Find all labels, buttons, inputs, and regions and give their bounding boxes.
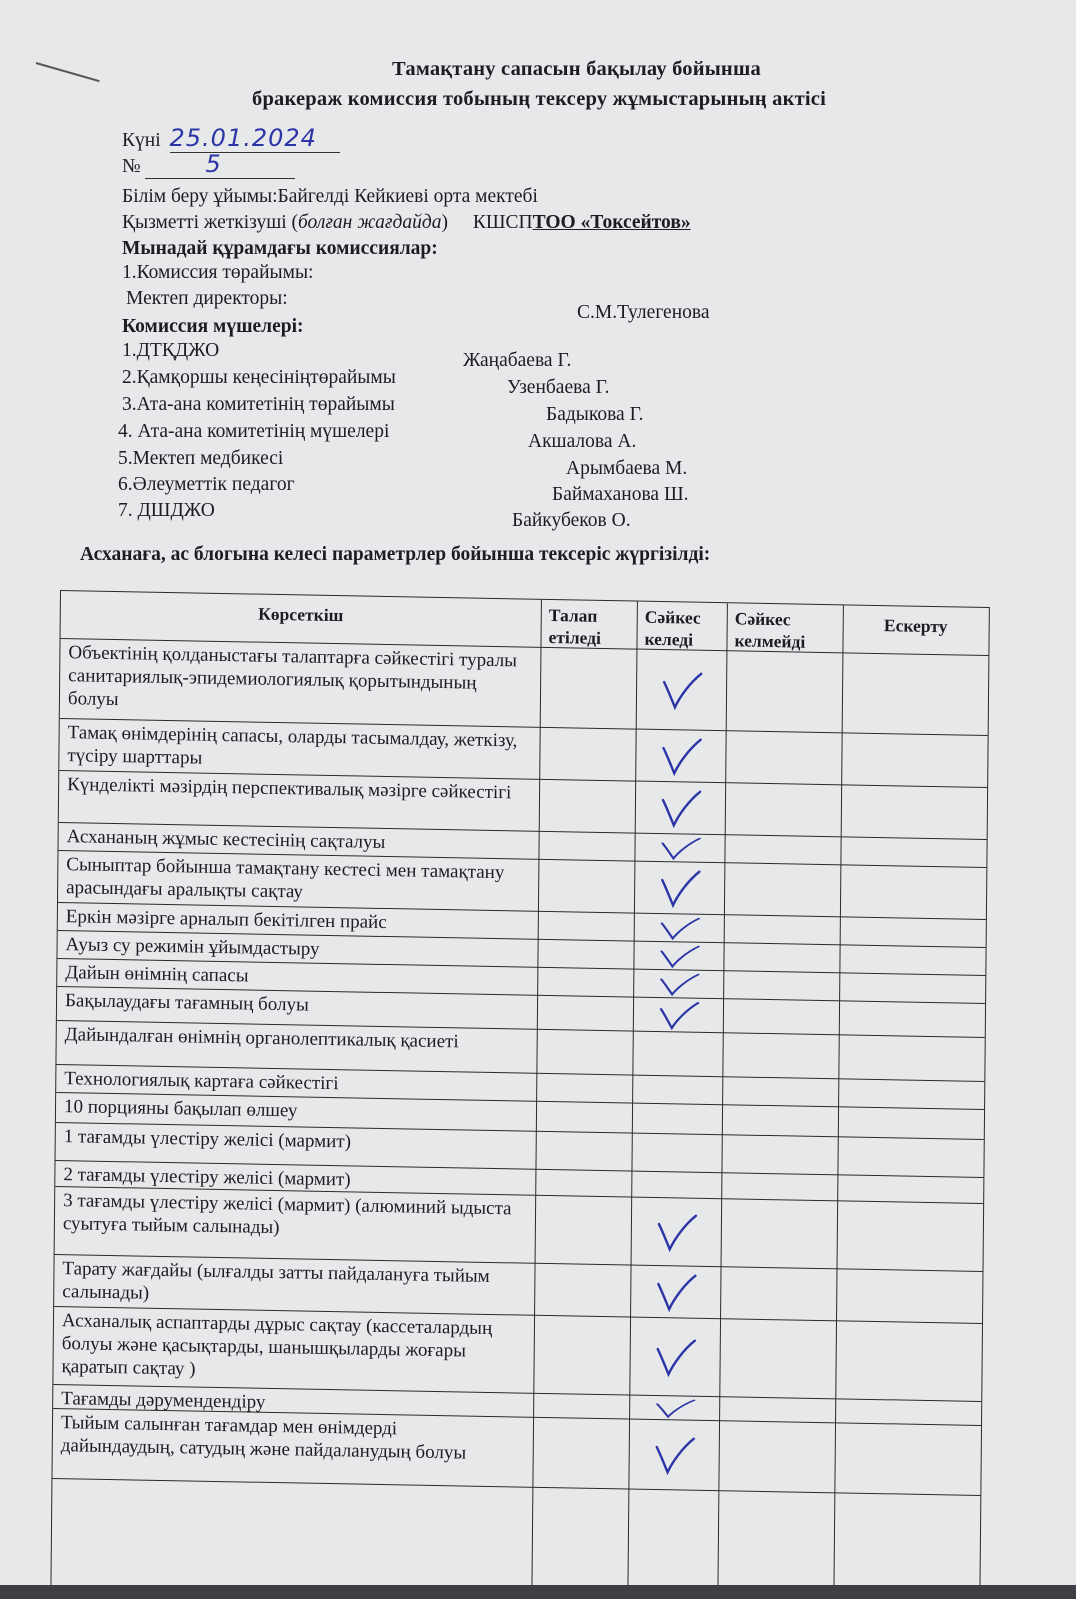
check-mark-icon	[658, 916, 702, 941]
number-value: 5	[205, 150, 222, 178]
supplier-note: болған жағдайда	[298, 212, 442, 233]
row-label: Тыйым салынған тағамдар мен өнімдерді дайындаудың, сатудың және пайдаланудың болуы	[60, 1412, 467, 1464]
number-label: №	[122, 156, 141, 177]
check-mark-icon	[659, 736, 703, 777]
check-mark-icon	[655, 1212, 699, 1253]
composition-heading: Мынадай құрамдағы комиссиялар:	[122, 238, 438, 259]
member-role: 2.Қамқоршы кеңесініңтөрайымы	[122, 367, 396, 388]
header-note: Ескерту	[883, 615, 948, 637]
header-indicator: Көрсеткіш	[258, 603, 344, 626]
member-name: Жаңабаева Г.	[463, 350, 572, 371]
supplier-name: ТОО «Токсейтов»	[532, 212, 691, 233]
member-name: Байкубеков О.	[512, 510, 631, 531]
check-mark-icon	[659, 788, 703, 829]
supplier-row	[122, 212, 691, 234]
pencil-stroke	[36, 62, 100, 82]
row-label: Еркін мәзірге арналып бекітілген прайс	[65, 906, 387, 934]
member-name: Бадыкова Г.	[546, 404, 644, 425]
row-label: 10 порцияны бақылап өлшеу	[63, 1096, 298, 1122]
row-label: Дайын өнімнің сапасы	[65, 962, 249, 987]
row-label: Технологиялық картаға сәйкестігі	[64, 1068, 339, 1095]
check-mark-icon	[653, 1337, 697, 1378]
organization-line: Білім беру ұйымы:Байгелді Кейкиеві орта мектебі	[122, 186, 538, 207]
row-label: Объектінің қолданыстағы талаптарға сәйкестігі туралы санитариялық-эпидемиологиялық қорытындының болуы	[67, 642, 518, 711]
row-label: Ауыз су режимін ұйымдастыру	[65, 934, 320, 960]
check-mark-icon	[658, 836, 702, 861]
supplier-close: )	[441, 212, 448, 233]
member-role: 4. Ата-ана комитетінің мүшелері	[118, 421, 390, 442]
header-required: Талап етіледі	[548, 604, 601, 648]
date-row	[122, 124, 340, 153]
row-label: 1 тағамды үлестіру желісі (мармит)	[63, 1126, 352, 1153]
member-role: 5.Мектеп медбикесі	[118, 448, 284, 469]
members-heading: Комиссия мүшелері:	[122, 316, 304, 337]
check-mark-icon	[657, 944, 701, 969]
title-line-2: бракераж комиссия тобының тексеру жұмыстарының актісі	[252, 88, 826, 110]
header-compliant: Сәйкес келеді	[644, 606, 701, 650]
background-strip	[0, 1585, 1076, 1599]
row-label: Бақылаудағы тағамның болуы	[64, 990, 309, 1016]
title-line-1: Тамақтану сапасын бақылау бойынша	[392, 58, 761, 80]
check-mark-icon	[653, 1435, 697, 1476]
member-name: Акшалова А.	[528, 431, 637, 452]
supplier-label: Қызметті жеткізуші (	[122, 212, 298, 233]
member-role: 3.Ата-ана комитетінің төрайымы	[122, 394, 395, 415]
row-label: Тағамды дәрумендендіру	[61, 1388, 266, 1413]
row-label: Күнделікті мәзірдің перспективалық мәзірге сәйкестігі	[67, 774, 512, 804]
check-mark-icon	[654, 1272, 698, 1313]
member-name: Баймаханова Ш.	[552, 484, 689, 505]
supplier-prefix: КШСП	[472, 212, 533, 233]
member-role: 7. ДШДЖО	[118, 500, 215, 521]
date-value: 25.01.2024	[169, 124, 317, 152]
member-name: Арымбаева М.	[566, 458, 688, 479]
section-heading: Асханаға, ас блогына келесі параметрлер бойынша тексеріс жүргізілді:	[80, 544, 711, 565]
director-name: С.М.Тулегенова	[577, 302, 710, 323]
chair-label: 1.Комиссия төрайымы:	[122, 262, 314, 283]
check-mark-icon	[658, 868, 702, 909]
inspection-table	[50, 590, 989, 1585]
row-label: Асхананың жұмыс кестесінің сақталуы	[66, 826, 386, 853]
check-mark-icon	[657, 972, 701, 997]
number-row	[122, 150, 295, 179]
date-label: Күні	[122, 130, 161, 151]
row-label: Дайындалған өнімнің органолептикалық қасиеті	[64, 1024, 459, 1053]
row-label: Тамақ өнімдерінің сапасы, оларды тасымалдау, жеткізу, түсіру шарттары	[67, 722, 518, 769]
row-label: Тарату жағдайы (ылғалды затты пайдалануға тыйым салынады)	[62, 1258, 490, 1304]
member-name: Узенбаева Г.	[507, 377, 610, 398]
row-label: 3 тағамды үлестіру желісі (мармит) (алюминий ыдыста суытуға тыйым салынады)	[62, 1190, 512, 1239]
check-mark-icon	[657, 1000, 701, 1031]
row-label: 2 тағамды үлестіру желісі (мармит)	[63, 1164, 351, 1191]
member-role: 6.Әлеуметтік педагог	[118, 474, 295, 495]
member-role: 1.ДТҚДЖО	[122, 340, 220, 361]
row-label: Сыныптар бойынша тамақтану кестесі мен тамақтану арасындағы аралықты сақтау	[66, 854, 505, 903]
director-label: Мектеп директоры:	[126, 288, 288, 309]
check-mark-icon	[653, 1398, 697, 1419]
row-label: Асханалық аспаптарды дұрыс сақтау (кассеталардың болуы және қасықтарды, шанышқыларды жоғары қаратып сақтау )	[61, 1310, 493, 1380]
header-noncompliant: Сәйкес келмейді	[734, 608, 806, 652]
check-mark-icon	[660, 670, 704, 711]
